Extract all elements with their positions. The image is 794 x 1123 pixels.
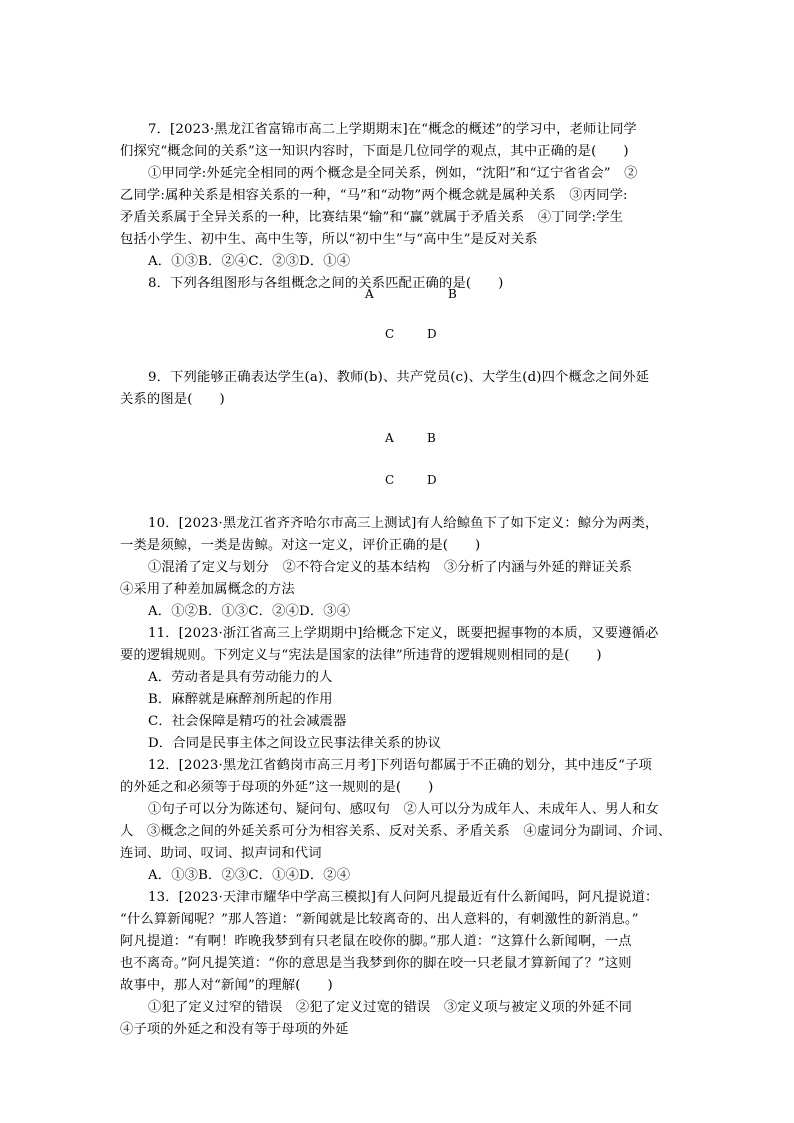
q10-line-4: ④采用了种差加属概念的方法 [120,582,295,597]
q11-option-a: A．劳动者是具有劳动能力的人 [148,670,333,685]
q10-line-3: ①混淆了定义与划分 ②不符合定义的基本结构 ③分析了内涵与外延的辩证关系 [148,560,633,575]
q7-answer-options: A．①③B．②④C．②③D．①④ [148,254,351,269]
q8-figure-label-b: B [448,287,457,301]
q11-option-b: B．麻醉就是麻醉剂所起的作用 [148,692,333,707]
q7-line-4: 乙同学:属种关系是相容关系的一种，“马”和“动物”两个概念就是属种关系 ③丙同学: [120,188,628,203]
q9-line-1: 9．下列能够正确表达学生(a)、教师(b)、共产党员(c)、大学生(d)四个概念之间外延 [148,370,650,385]
q7-line-1: 7．[2023·黑龙江省富锦市高二上学期期末]在“概念的概述”的学习中，老师让同学 [148,122,637,137]
q13-line-6: ①犯了定义过窄的错误 ②犯了定义过宽的错误 ③定义项与被定义项的外延不同 [148,1000,633,1015]
q12-answer-options: A．①③B．②③C．①④D．②④ [148,868,351,883]
q9-figure-label-a: A [385,431,394,445]
q12-line-3: ①句子可以分为陈述句、疑问句、感叹句 ②人可以分为成年人、未成年人、男人和女 [148,802,659,817]
q9-figure-label-b: B [427,431,436,445]
q11-option-c: C．社会保障是精巧的社会减震器 [148,714,347,729]
q13-line-1: 13．[2023·天津市耀华中学高三模拟]有人问阿凡提最近有什么新闻吗，阿凡提说道： [148,890,659,905]
q7-line-2: 们探究“概念间的关系”这一知识内容时，下面是几位同学的观点，其中正确的是( ) [120,144,629,159]
q10-line-2: 一类是须鲸，一类是齿鲸。对这一定义，评价正确的是( ) [120,538,481,553]
q8-figure-label-c: C [385,327,395,341]
q13-line-4: 也不离奇。”阿凡提笑道：“你的意思是当我梦到你的脚在咬一只老鼠才算新闻了？”这则 [120,956,632,971]
q7-line-3: ①甲同学:外延完全相同的两个概念是全同关系，例如，“沈阳”和“辽宁省省会” ② [148,166,638,181]
q7-line-5: 矛盾关系属于全异关系的一种，比赛结果“输”和“赢”就属于矛盾关系 ④丁同学:学生 [120,210,624,225]
q12-line-2: 的外延之和必须等于母项的外延”这一规则的是( ) [120,780,434,795]
q9-figure-label-d: D [427,473,437,487]
q13-line-3: 阿凡提道：“有啊！昨晚我梦到有只老鼠在咬你的脚。”那人道：“这算什么新闻啊，一点 [120,934,632,949]
q11-line-1: 11．[2023·浙江省高三上学期期中]给概念下定义，既要把握事物的本质，又要遵循必 [148,626,659,641]
q10-answer-options: A．①②B．①③C．②④D．③④ [148,604,351,619]
q9-figure-label-c: C [385,473,395,487]
q8-figure-label-a: A [365,287,374,301]
q7-line-6: 包括小学生、初中生、高中生等，所以“初中生”与“高中生”是反对关系 [120,232,538,247]
q13-line-5: 故事中，那人对“新闻”的理解( ) [120,978,333,993]
q11-option-d: D．合同是民事主体之间设立民事法律关系的协议 [148,736,442,751]
q9-line-2: 关系的图是( ) [120,392,225,407]
q10-line-1: 10．[2023·黑龙江省齐齐哈尔市高三上测试]有人给鲸鱼下了如下定义：鲸分为两类， [148,516,659,531]
q8-figure-label-d: D [427,327,437,341]
q11-line-2: 要的逻辑规则。下列定义与“宪法是国家的法律”所违背的逻辑规则相同的是( ) [120,648,602,663]
q13-line-7: ④子项的外延之和没有等于母项的外延 [120,1022,349,1037]
q8-stem: 8．下列各组图形与各组概念之间的关系匹配正确的是( ) [148,276,504,291]
q12-line-1: 12．[2023·黑龙江省鹤岗市高三月考]下列语句都属于不正确的划分，其中违反“子项 [148,758,652,773]
q13-line-2: “什么算新闻呢？”那人答道：“新闻就是比较离奇的、出人意料的，有刺激性的新消息。” [120,912,639,927]
q12-line-5: 连词、助词、叹词、拟声词和代词 [120,846,322,861]
q12-line-4: 人 ③概念之间的外延关系可分为相容关系、反对关系、矛盾关系 ④虚词分为副词、介词、 [120,824,672,839]
